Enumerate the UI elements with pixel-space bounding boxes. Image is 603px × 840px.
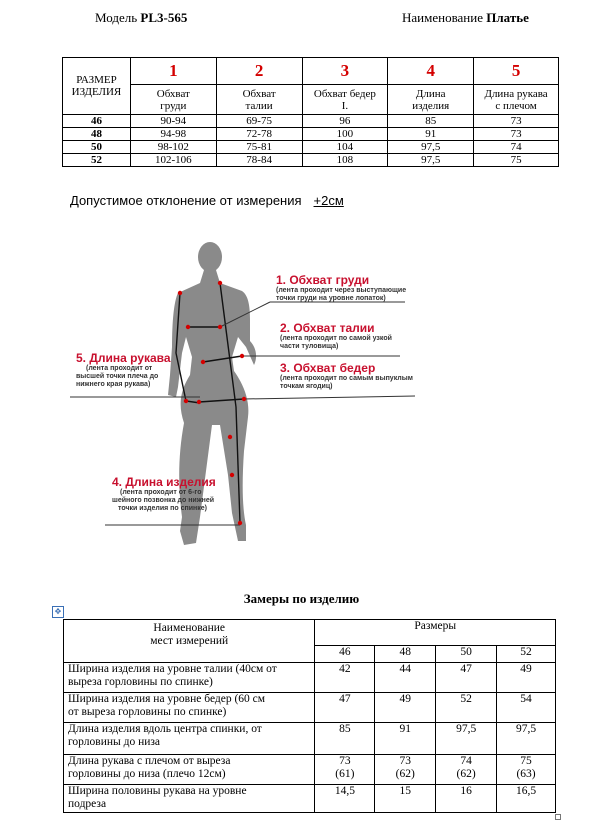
col-header-l2: изделия [412, 99, 450, 112]
name-header-l2: мест измерений [150, 635, 229, 647]
col-header-l2: I. [341, 99, 349, 112]
table-cell: 42 [315, 663, 375, 693]
size-table [62, 57, 559, 167]
table-cell: 72-78 [216, 128, 302, 141]
table-cell: 73 [474, 128, 559, 141]
callout-title: 5. Длина рукава [76, 351, 171, 365]
table-cell: 78-84 [216, 154, 302, 167]
callout-desc: (лента проходит по самой узкой [280, 335, 392, 342]
table-cell: 54 [497, 693, 556, 723]
cell-sub: (62) [456, 768, 476, 780]
table-cell: 90-94 [130, 115, 216, 128]
row-label-l1: Длина рукава с плечом от выреза [68, 755, 231, 767]
measures-table [63, 619, 556, 813]
table-cell: 49 [375, 693, 436, 723]
table-cell: 102-106 [130, 154, 216, 167]
table-cell: 15 [375, 785, 436, 813]
size-col-header: 52 [497, 646, 556, 663]
name-header [64, 620, 315, 663]
callout-desc: точки изделия по спинке) [118, 505, 207, 512]
size-cell: 52 [63, 154, 131, 167]
col-number: 3 [302, 58, 388, 85]
callout-title: 4. Длина изделия [112, 475, 216, 489]
table-cell: 74 [474, 141, 559, 154]
row-label-l1: Ширина изделия на уровне бедер (60 см [68, 693, 266, 705]
col-header-l1: Обхват [242, 87, 276, 100]
table-row [63, 154, 559, 167]
col-number: 1 [130, 58, 216, 85]
size-header [63, 58, 131, 115]
col-header-l2: груди [160, 99, 187, 112]
col-header [302, 85, 388, 115]
table-row [64, 693, 556, 723]
table-cell: 94-98 [130, 128, 216, 141]
sizes-header: Размеры [315, 620, 556, 646]
size-cell: 50 [63, 141, 131, 154]
row-label [64, 663, 315, 693]
cell-sub: (63) [516, 768, 536, 780]
callout-title: 2. Обхват талии [280, 321, 375, 335]
row-label [64, 755, 315, 785]
row-label [64, 693, 315, 723]
callout-bust [276, 273, 406, 303]
size-cell: 48 [63, 128, 131, 141]
cell-sub: (62) [395, 768, 415, 780]
table-row [64, 755, 556, 785]
size-cell: 46 [63, 115, 131, 128]
table-row [63, 128, 559, 141]
table-cell: 96 [302, 115, 388, 128]
model-value: PL3-565 [140, 10, 188, 25]
row-label-l2: горловины до низа [68, 736, 161, 748]
table-cell: 73 [474, 115, 559, 128]
table-cell: 97,5 [436, 723, 497, 755]
table-cell: 98-102 [130, 141, 216, 154]
size-col-header: 46 [315, 646, 375, 663]
table-cell: 91 [375, 723, 436, 755]
table-cell: 75 [474, 154, 559, 167]
row-label [64, 723, 315, 755]
table-cell: 47 [436, 663, 497, 693]
row-label-l1: Ширина половины рукава на уровне [68, 785, 247, 797]
measures-title: Замеры по изделию [243, 591, 360, 606]
callout-desc: (лента проходит от 6-го [120, 489, 202, 496]
row-label-l2: выреза горловины по спинке) [68, 676, 213, 688]
table-row [64, 785, 556, 813]
model-line [95, 10, 187, 26]
table-row [64, 723, 556, 755]
cell-main: 74 [460, 755, 472, 767]
table-cell: 44 [375, 663, 436, 693]
col-number: 2 [216, 58, 302, 85]
row-label-l1: Ширина изделия на уровне талии (40см от [68, 663, 277, 675]
callout-title: 1. Обхват груди [276, 273, 370, 287]
table-cell: 97,5 [388, 154, 474, 167]
size-col-header: 50 [436, 646, 497, 663]
table-cell: 47 [315, 693, 375, 723]
row-label [64, 785, 315, 813]
cell-main: 75 [520, 755, 532, 767]
table-cell: 16,5 [497, 785, 556, 813]
callout-waist [280, 321, 392, 351]
tolerance-value: +2см [313, 193, 344, 208]
table-move-handle-icon[interactable]: ✥ [52, 606, 64, 618]
callout-desc: шейного позвонка до нижней [112, 497, 215, 504]
callout-title: 3. Обхват бедер [280, 361, 376, 375]
callout-length [112, 475, 216, 513]
name-value: Платье [486, 10, 529, 25]
callout-desc: точкам ягодиц) [280, 383, 333, 390]
callout-hips [280, 361, 413, 391]
col-header-l1: Длина [415, 87, 446, 100]
callout-desc: (лента проходит от [86, 365, 153, 372]
tolerance-text: Допустимое отклонение от измерения [70, 193, 302, 208]
col-number: 5 [474, 58, 559, 85]
table-cell: 104 [302, 141, 388, 154]
cell-sub: (61) [335, 768, 355, 780]
col-header-l1: Обхват [156, 87, 190, 100]
table-cell: 14,5 [315, 785, 375, 813]
table-cell [375, 755, 436, 785]
measurement-figure [60, 235, 560, 565]
table-cell: 16 [436, 785, 497, 813]
col-header-l2: с плечом [495, 99, 537, 112]
table-cell [436, 755, 497, 785]
callout-desc: нижнего края рукава) [76, 381, 151, 388]
row-label-l2: горловины до низа (плечо 12см) [68, 768, 226, 780]
product-name-line [402, 10, 529, 26]
cell-main: 73 [399, 755, 412, 767]
table-cell: 69-75 [216, 115, 302, 128]
table-cell: 85 [388, 115, 474, 128]
table-cell: 85 [315, 723, 375, 755]
name-label: Наименование [402, 10, 483, 25]
cell-main: 73 [339, 755, 351, 767]
col-header-l1: Длина рукава [484, 87, 548, 100]
row-label-l2: от выреза горловины по спинке) [68, 706, 227, 718]
table-cell: 75-81 [216, 141, 302, 154]
col-header [216, 85, 302, 115]
table-cell: 100 [302, 128, 388, 141]
table-cell: 91 [388, 128, 474, 141]
table-cell [315, 755, 375, 785]
table-cell: 97,5 [388, 141, 474, 154]
table-cell [497, 755, 556, 785]
table-resize-handle[interactable] [555, 814, 561, 820]
table-row [63, 141, 559, 154]
col-header [130, 85, 216, 115]
row-label-l1: Длина изделия вдоль центра спинки, от [68, 723, 262, 735]
model-label: Модель [95, 10, 138, 25]
size-col-header: 48 [375, 646, 436, 663]
table-cell: 52 [436, 693, 497, 723]
name-header-l1: Наименование [153, 622, 226, 634]
callout-sleeve [76, 351, 171, 389]
table-row [63, 115, 559, 128]
table-cell: 108 [302, 154, 388, 167]
callout-desc: точки груди на уровне лопаток) [276, 295, 386, 302]
col-header-l1: Обхват бедер [313, 87, 376, 100]
callout-desc: (лента проходит через выступающие [276, 287, 407, 294]
row-label-l2: подреза [68, 798, 107, 810]
size-header-l2: ИЗДЕЛИЯ [71, 86, 122, 98]
table-cell: 49 [497, 663, 556, 693]
size-header-l1: РАЗМЕР [76, 74, 117, 86]
col-header [474, 85, 559, 115]
table-cell: 97,5 [497, 723, 556, 755]
col-number: 4 [388, 58, 474, 85]
callout-desc: части туловища) [280, 343, 339, 350]
table-row [64, 663, 556, 693]
tolerance-note [70, 193, 344, 208]
col-header-l2: талии [245, 99, 273, 112]
callout-desc: высшей точки плеча до [76, 373, 159, 380]
callout-desc: (лента проходит по самым выпуклым [280, 375, 413, 382]
col-header [388, 85, 474, 115]
